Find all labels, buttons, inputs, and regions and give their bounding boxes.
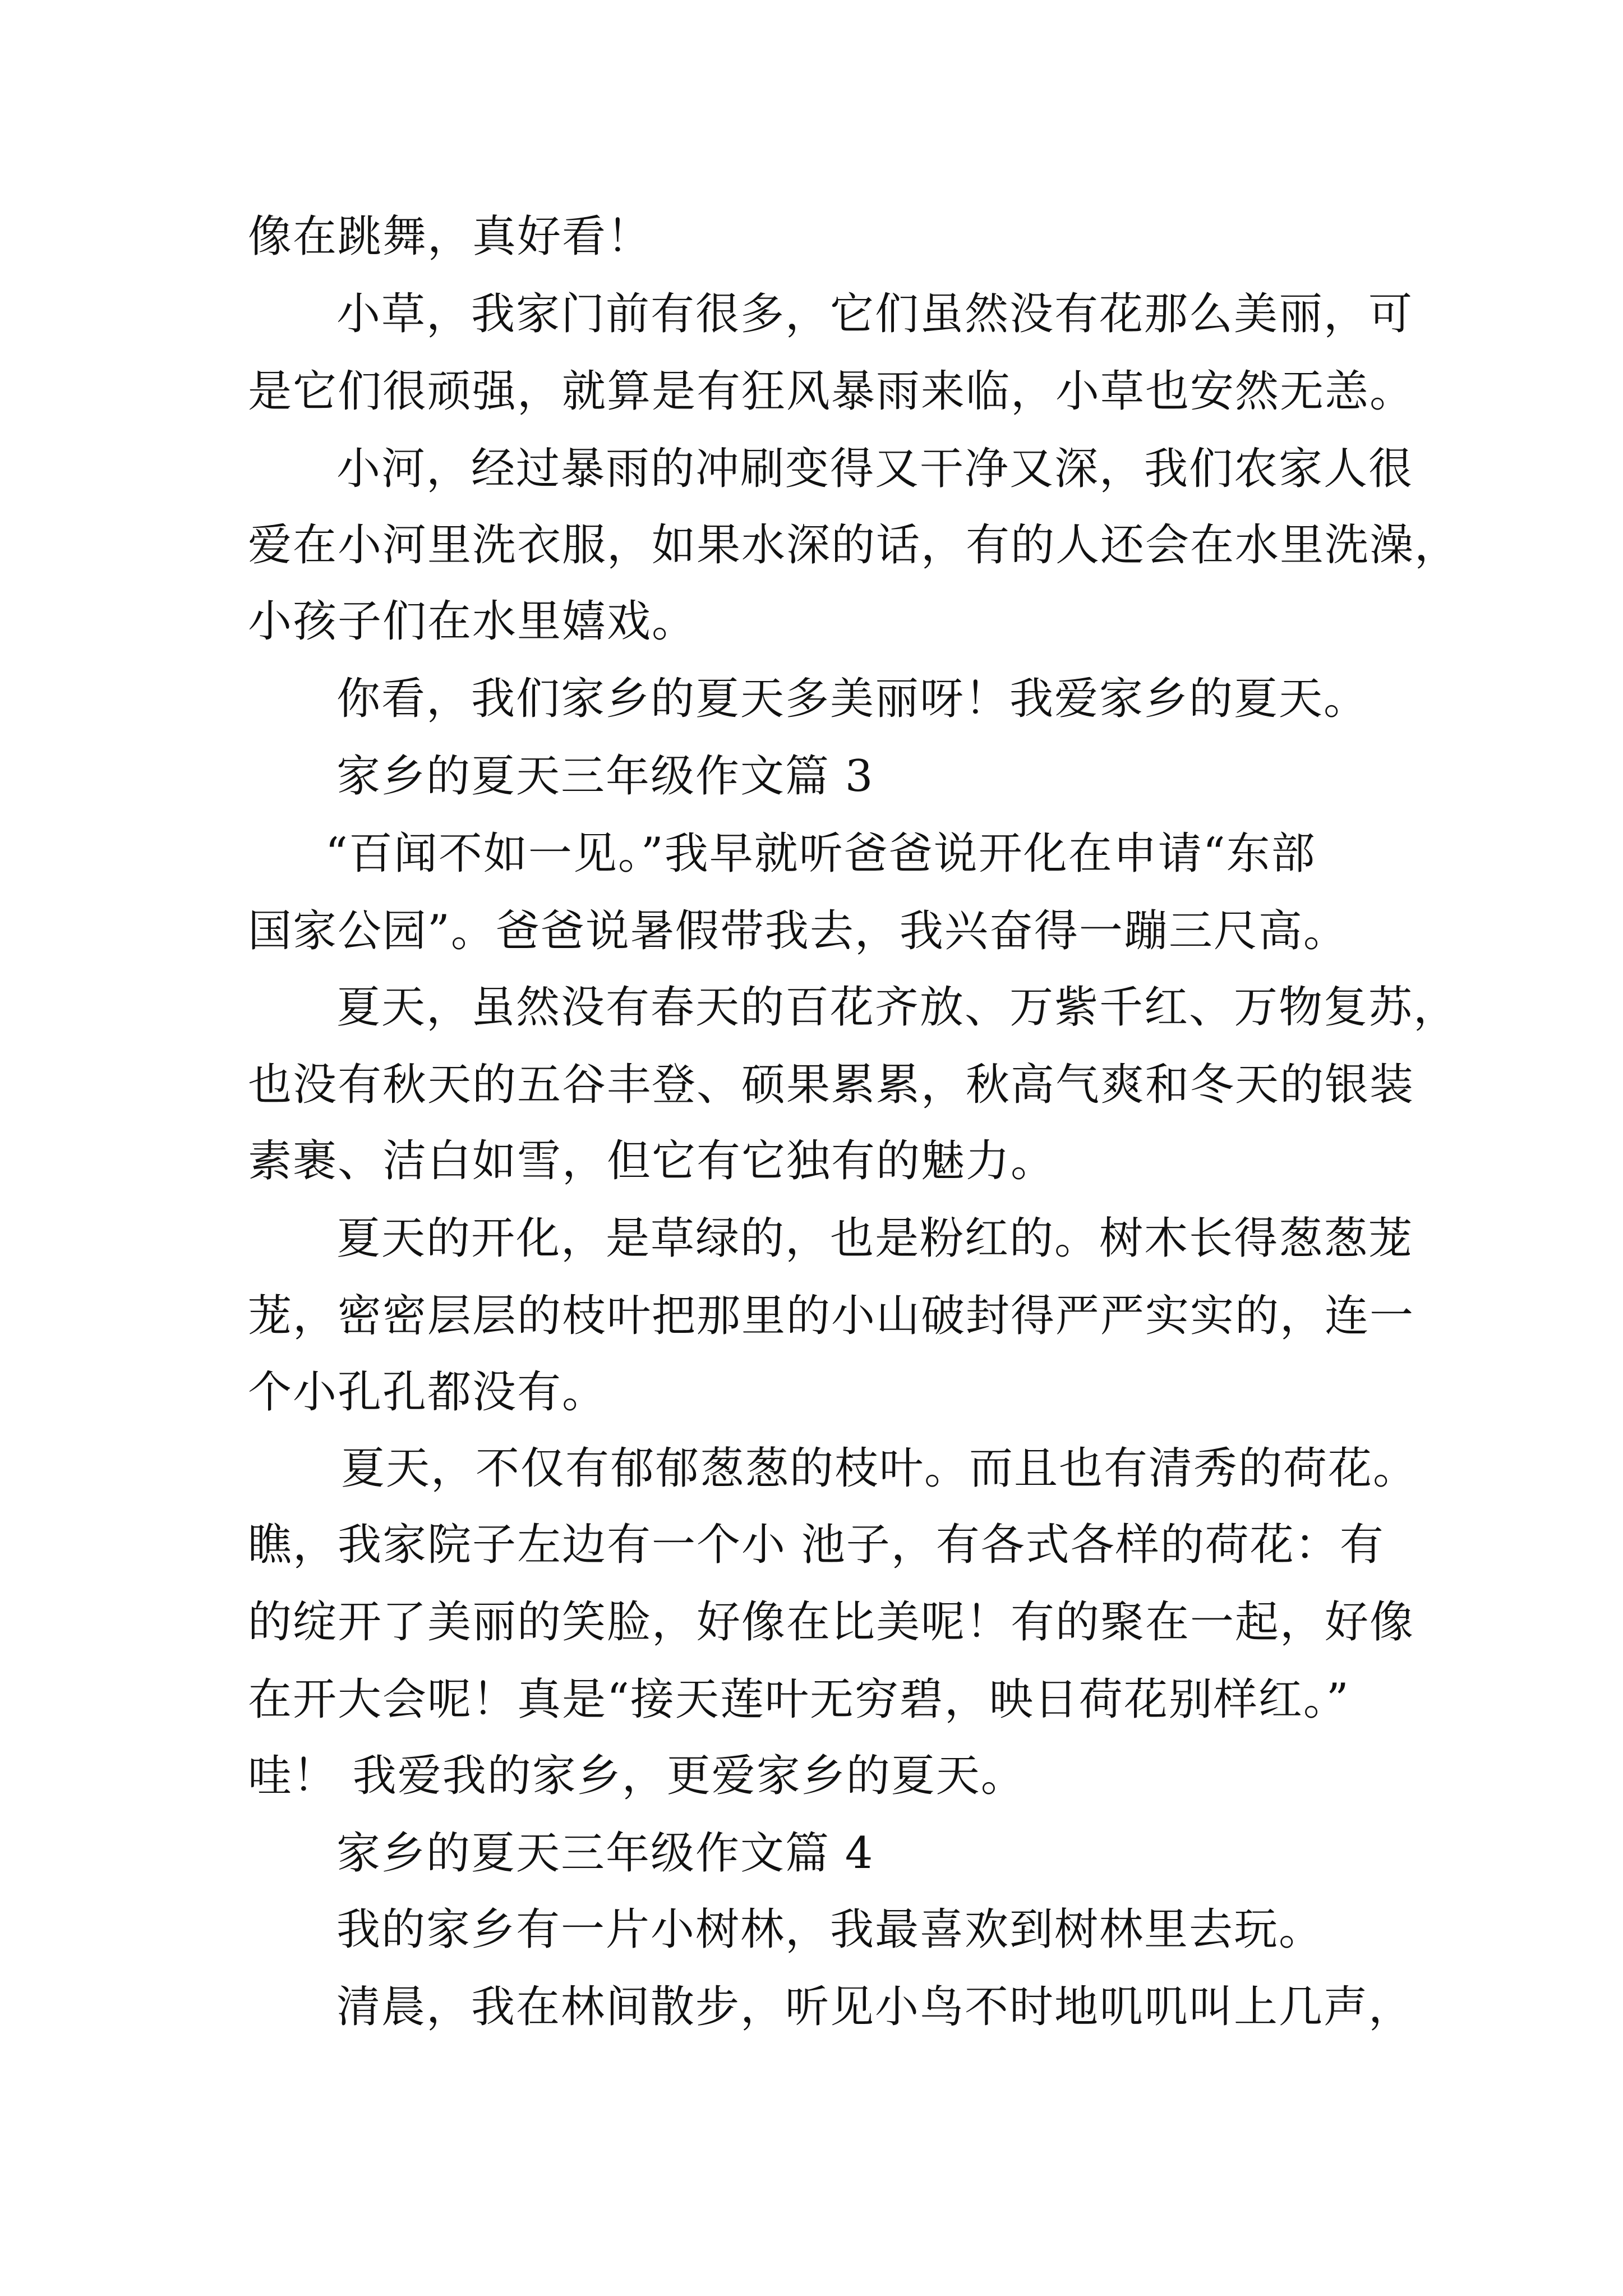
- text-line: 在开大会呢！真是“接天莲叶无穷碧，映日荷花别样红。”: [248, 1674, 1350, 1725]
- text-line: 爱在小河里洗衣服，如果水深的话，有的人还会在水里洗澡，: [248, 520, 1460, 570]
- text-line: 个小孔孔都没有。: [248, 1367, 607, 1418]
- text-line: “百闻不如一见。”我早就听爸爸说开化在申请“东部: [325, 829, 1316, 879]
- text-line: 夏天的开化，是草绿的，也是粉红的。树木长得葱葱茏: [336, 1213, 1414, 1264]
- text-line: 小孩子们在水里嬉戏。: [248, 596, 697, 647]
- text-line: 夏天，不仅有郁郁葱葱的枝叶。而且也有清秀的荷花。: [341, 1443, 1418, 1494]
- text-line: 小河，经过暴雨的冲刷变得又干净又深，我们农家人很: [336, 444, 1414, 494]
- text-line: 茏，密密层层的枝叶把那里的小山破封得严严实实的，连一: [248, 1291, 1415, 1341]
- text-line: 的绽开了美丽的笑脸，好像在比美呢！有的聚在一起，好像: [248, 1597, 1415, 1648]
- text-line: 素裹、洁白如雪，但它有它独有的魅力。: [248, 1136, 1056, 1186]
- text-line: 像在跳舞，真好看！: [248, 211, 652, 262]
- text-line: 清晨，我在林间散步，听见小鸟不时地叽叽叫上几声，: [336, 1982, 1414, 2032]
- section-heading: 家乡的夏天三年级作文篇 3: [336, 751, 874, 802]
- text-line: 是它们很顽强，就算是有狂风暴雨来临，小草也安然无恙。: [248, 366, 1415, 417]
- section-heading: 家乡的夏天三年级作文篇 4: [336, 1828, 874, 1879]
- text-line: 小草，我家门前有很多，它们虽然没有花那么美丽，可: [336, 289, 1414, 339]
- text-line: 你看，我们家乡的夏天多美丽呀！我爱家乡的夏天。: [336, 674, 1369, 724]
- text-line: 我的家乡有一片小树林，我最喜欢到树林里去玩。: [336, 1904, 1324, 1955]
- text-line: 也没有秋天的五谷丰登、硕果累累，秋高气爽和冬天的银装: [248, 1060, 1415, 1110]
- text-line: 夏天，虽然没有春天的百花齐放、万紫千红、万物复苏，: [336, 982, 1459, 1033]
- text-line: 哇！ 我爱我的家乡，更爱家乡的夏天。: [248, 1751, 1026, 1801]
- text-line: 瞧，我家院子左边有一个小 池子，有各式各样的荷花：有: [248, 1520, 1385, 1570]
- text-line: 国家公园”。爸爸说暑假带我去，我兴奋得一蹦三尺高。: [248, 906, 1348, 956]
